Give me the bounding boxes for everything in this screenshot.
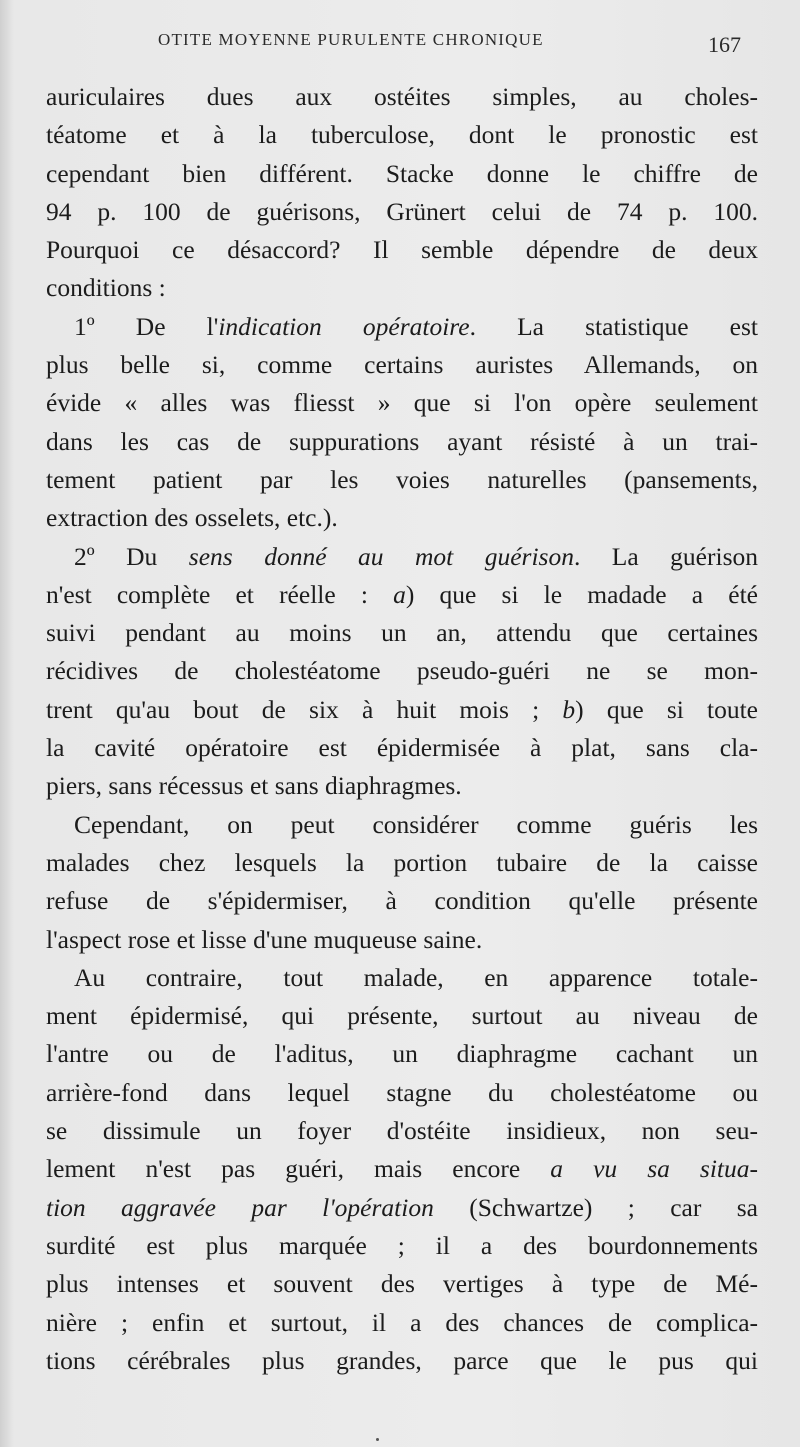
text-line: plus intenses et souvent des vertiges à type de Mé- xyxy=(46,1269,758,1299)
text-line: téatome et à la tuberculose, dont le pronostic est xyxy=(46,120,758,150)
text-line: ment épidermisé, qui présente, surtout au niveau de xyxy=(46,1001,758,1031)
text-line xyxy=(46,308,758,346)
line-text: trent qu'au bout de six à huit mois ; xyxy=(46,694,563,724)
line-text: 2º Du xyxy=(74,541,189,571)
text-line: dans les cas de suppurations ayant résisté à un trai- xyxy=(46,426,758,456)
text-line: l'antre ou de l'aditus, un diaphragme cachant un xyxy=(46,1039,758,1069)
text-line xyxy=(46,1189,758,1227)
text-line xyxy=(46,538,758,576)
text-line xyxy=(46,1150,758,1188)
italic-text: sens donné au mot guérison xyxy=(188,541,574,571)
text-line: conditions : xyxy=(46,273,166,303)
italic-text: a vu sa situa- xyxy=(550,1154,759,1184)
text-line: Cependant, on peut considérer comme guéris les xyxy=(74,809,758,839)
body-text xyxy=(46,78,758,1380)
text-line: arrière-fond dans lequel stagne du cholestéatome ou xyxy=(46,1077,758,1107)
text-line: suivi pendant au moins un an, attendu que certaines xyxy=(46,618,758,648)
text-line: auriculaires dues aux ostéites simples, au choles- xyxy=(46,82,758,111)
text-line: Pourquoi ce désaccord? Il semble dépendre de deux xyxy=(46,235,758,265)
text-line: extraction des osselets, etc.). xyxy=(46,503,338,533)
text-line: plus belle si, comme certains auristes Allemands, on xyxy=(46,350,758,380)
text-line: 94 p. 100 de guérisons, Grünert celui de 74 p. 100. xyxy=(46,196,758,226)
text-line: évide « alles was fliesst » que si l'on opère seulement xyxy=(46,388,758,418)
text-line: surdité est plus marquée ; il a des bourdonnements xyxy=(46,1230,758,1260)
line-text: . La guérison xyxy=(573,541,759,571)
text-line: piers, sans récessus et sans diaphragmes. xyxy=(46,771,462,801)
text-line: refuse de s'épidermiser, à condition qu'elle présente xyxy=(46,886,758,916)
line-text: 1º De l' xyxy=(74,311,219,341)
text-line: cependant bien différent. Stacke donne le chiffre de xyxy=(46,158,758,188)
line-text: ) que si le madade a été xyxy=(405,579,758,609)
text-line xyxy=(46,691,758,729)
text-line: la cavité opératoire est épidermisée à plat, sans cla- xyxy=(46,733,758,763)
page-number: 167 xyxy=(708,32,741,57)
line-text: n'est complète et réelle : xyxy=(46,579,394,609)
text-line: se dissimule un foyer d'ostéite insidieux, non seu- xyxy=(46,1116,758,1146)
line-text: ) que si toute xyxy=(575,694,759,724)
italic-text: tion aggravée par l'opération xyxy=(46,1192,434,1222)
text-line: tement patient par les voies naturelles (pansements, xyxy=(46,464,758,494)
text-line: nière ; enfin et surtout, il a des chances de complica- xyxy=(46,1307,758,1337)
print-speck xyxy=(376,1438,379,1441)
line-text: lement n'est pas guéri, mais encore xyxy=(46,1154,551,1184)
text-line: récidives de cholestéatome pseudo-guéri ne se mon- xyxy=(46,656,758,686)
line-text: (Schwartze) ; car sa xyxy=(433,1192,758,1222)
text-line: Au contraire, tout malade, en apparence totale- xyxy=(74,962,758,992)
page-header xyxy=(0,30,800,64)
running-head: OTITE MOYENNE PURULENTE CHRONIQUE xyxy=(158,30,544,49)
text-line: tions cérébrales plus grandes, parce que le pus qui xyxy=(46,1345,758,1375)
text-line: l'aspect rose et lisse d'une muqueuse saine. xyxy=(46,924,483,954)
text-line: malades chez lesquels la portion tubaire de la caisse xyxy=(46,847,758,877)
italic-text: b xyxy=(562,694,576,724)
line-text: . La statistique est xyxy=(469,311,758,341)
italic-text: a xyxy=(393,579,406,609)
italic-text: indication opératoire xyxy=(218,311,470,341)
text-line xyxy=(46,576,758,614)
